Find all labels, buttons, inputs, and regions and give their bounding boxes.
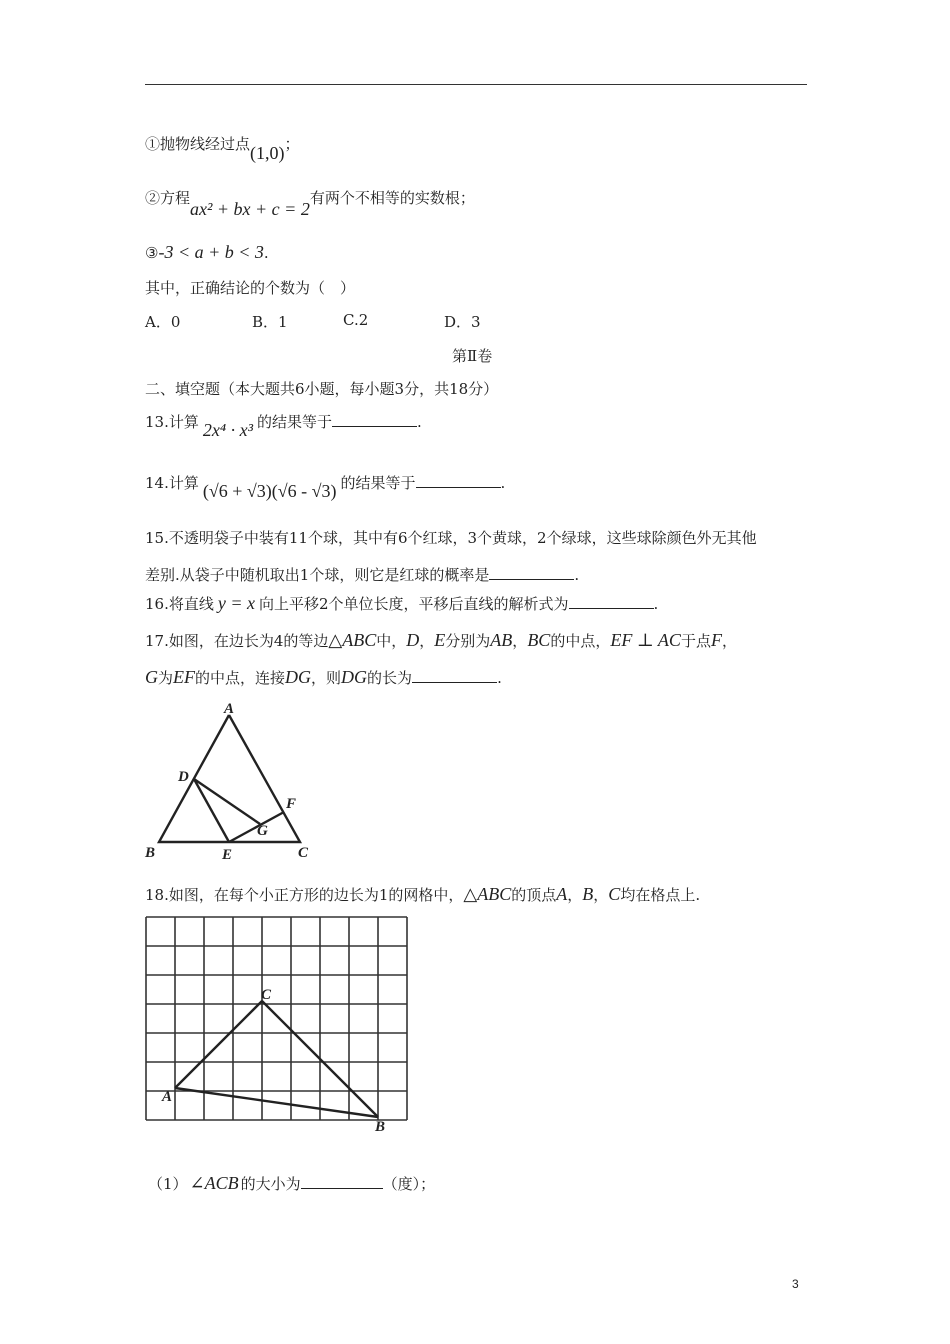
question-17-line1: 17.如图，在边长为4的等边△ABC中，D，E分别为AB，BC的中点，EF ⊥ AC于点F， [145,630,737,650]
volume-title: 第Ⅱ卷 [452,347,493,365]
segment-ac [175,1001,262,1088]
answer-blank-18-1[interactable] [301,1174,383,1189]
question-18: 18.如图，在每个小正方形的边长为1的网格中，△ABC的顶点A，B，C均在格点上. [145,884,701,904]
label-B: B [145,845,156,861]
label-F: F [286,796,297,812]
segment-dg [194,779,260,824]
answer-blank-15[interactable] [489,565,574,580]
page-number: 3 [792,1277,799,1291]
conclusion-2: ②方程ax² + bx + c = 2有两个不相等的实数根； [145,189,475,219]
header-rule [145,84,807,85]
answer-blank-13[interactable] [332,412,417,427]
triangle-figure-17 [140,700,320,865]
count-question: 其中，正确结论的个数为（ ） [145,279,356,297]
question-15-line2: 差别.从袋子中随机取出1个球，则它是红球的概率是 . [145,566,580,584]
grid-label-B: B [375,1119,386,1135]
answer-blank-14[interactable] [416,473,501,488]
segment-ab [175,1088,378,1117]
grid-label-A: A [162,1089,173,1105]
label-G: G [257,823,268,839]
option-b: B．1 [252,313,288,331]
section-header: 二、填空题（本大题共6小题，每小题3分，共18分） [145,380,499,398]
segment-de [194,779,229,842]
question-18-sub1: （1） ∠ACB 的大小为 （度）； [148,1173,436,1193]
option-d: D．3 [444,313,481,331]
conclusion-3: ③-3 < a + b < 3. [145,242,269,262]
conclusion-1: ①抛物线经过点(1,0)； [145,135,300,163]
answer-blank-16[interactable] [569,594,654,609]
answer-blank-17[interactable] [412,668,497,683]
option-c: C.2 [343,311,369,329]
grid-label-C: C [261,987,272,1003]
label-A: A [224,701,235,717]
question-15-line1: 15.不透明袋子中装有11个球，其中有6个红球，3个黄球，2个绿球，这些球除颜色外无其他 [145,529,757,547]
question-17-line2: G为EF的中点，连接DG，则DG的长为 . [145,667,502,687]
question-14: 14.计算 (√6 + √3)(√6 - √3) 的结果等于 . [145,474,506,501]
question-13: 13.计算 2x⁴ · x³ 的结果等于 . [145,413,422,440]
question-16: 16.将直线 y = x 向上平移2个单位长度，平移后直线的解析式为 . [145,593,659,613]
label-D: D [178,769,189,785]
grid-figure-18 [140,910,412,1155]
option-a: A．0 [145,313,181,331]
label-E: E [222,847,233,863]
label-C: C [298,845,309,861]
